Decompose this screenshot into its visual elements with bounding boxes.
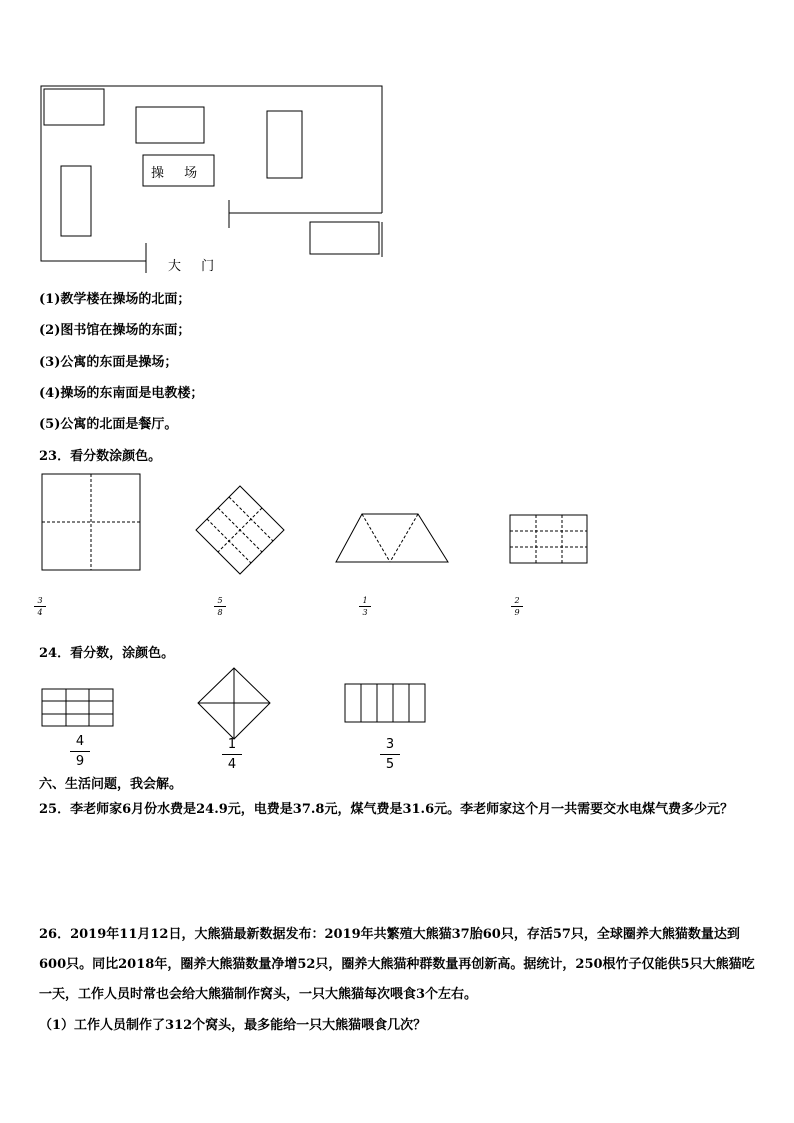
q23-shapes [0, 460, 794, 620]
q26-text: 26．2019年11月12日，大熊猫最新数据发布：2019年共繁殖大熊猫37胎60只，存活57只，全球圈养大熊猫数量达到600只。同比2018年，圈养大熊猫数量净增52只，圈养大熊猫种群数量再创新高。据统计，250根竹子仅能供5只大熊猫吃一天，工作人员时常也会给大熊猫制作窝头，一只大熊猫每次喂食3个左右。 [39, 927, 755, 1002]
q23-fraction-1: 3 4 [34, 596, 46, 617]
q23-rectangle [510, 515, 587, 563]
building-northwest [44, 89, 104, 125]
q24-strips [345, 684, 425, 722]
gate-label: 大 门 [168, 259, 223, 274]
q25-text: 25．李老师家6月份水费是24.9元，电费是37.8元，煤气费是31.6元。李老师家这个月一共需要交水电煤气费多少元？ [39, 802, 734, 817]
building-southeast [310, 222, 379, 254]
school-map-diagram [0, 0, 794, 280]
q24-grid [42, 689, 113, 726]
q23-title: 23．看分数涂颜色。 [39, 449, 162, 464]
q23-fraction-4: 2 9 [511, 596, 523, 617]
statement-5: (5)公寓的北面是餐厅。 [39, 417, 178, 432]
section-6-title: 六、生活问题，我会解。 [39, 777, 183, 792]
map-outer-wall [41, 86, 382, 261]
statement-2: (2)图书馆在操场的东面； [39, 323, 191, 338]
playground-label: 操 场 [151, 166, 206, 181]
q24-shapes [0, 665, 794, 745]
q24-fraction-3: 3 5 [380, 737, 400, 773]
q24-fraction-1: 4 9 [70, 734, 90, 770]
q23-fraction-3: 1 3 [359, 596, 371, 617]
q23-trapezoid-dash-2 [390, 514, 418, 562]
q24-title: 24．看分数，涂颜色。 [39, 646, 175, 661]
q23-trapezoid-dash-1 [362, 514, 390, 562]
building-east [267, 111, 302, 178]
building-north [136, 107, 204, 143]
q23-trapezoid [336, 514, 448, 562]
statement-3: (3)公寓的东面是操场； [39, 355, 178, 370]
statement-1: (1)教学楼在操场的北面； [39, 292, 191, 307]
building-west [61, 166, 91, 236]
q23-fraction-2: 5 8 [214, 596, 226, 617]
statement-4: (4)操场的东南面是电教楼； [39, 386, 204, 401]
q24-fraction-2: 1 4 [222, 737, 242, 773]
q26-sub-1: （1）工作人员制作了312个窝头，最多能给一只大熊猫喂食几次？ [39, 1018, 427, 1033]
